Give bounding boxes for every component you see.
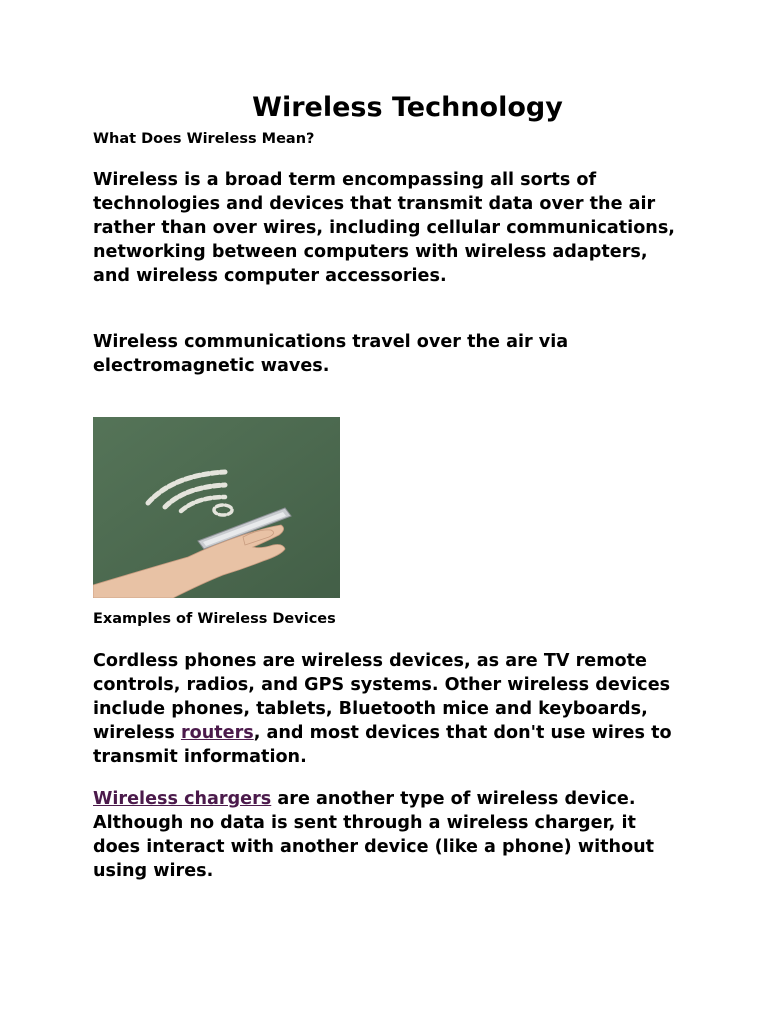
paragraph-text-rest: are another type of wireless device. Although no data is sent through a wireless charger, it does interact with another device (like a phone) without using wires. [93,789,655,881]
paragraph-text-start: Cordless phones are wireless devices, as are TV remote controls, radios, and GPS systems. Other wireless devices include phones, tablets, Bluetooth mice and keyboards, wireless [93,651,671,743]
section-heading-what-does-wireless-mean: What Does Wireless Mean? [93,131,315,147]
wifi-illustration [93,417,340,598]
page-title: Wireless Technology [252,92,563,123]
paragraph-electromagnetic-waves: Wireless communications travel over the air via electromagnetic waves. [93,332,569,376]
paragraph-wireless-devices [93,649,683,769]
paragraph-wireless-definition: Wireless is a broad term encompassing all sorts of technologies and devices that transmit data over the air rather than over wires, including cellular communications, networking between computers with wireless adapters, and wireless computer accessories. [93,170,675,286]
wifi-chalk-phone-image [93,417,340,598]
routers-link[interactable]: routers [180,723,254,743]
wireless-chargers-link[interactable]: Wireless chargers [93,789,272,809]
paragraph-text-end: , and most devices that don't use wires to transmit information. [93,723,672,767]
section-heading-examples-of-wireless-devices: Examples of Wireless Devices [93,611,336,627]
paragraph-wireless-chargers [93,787,683,883]
